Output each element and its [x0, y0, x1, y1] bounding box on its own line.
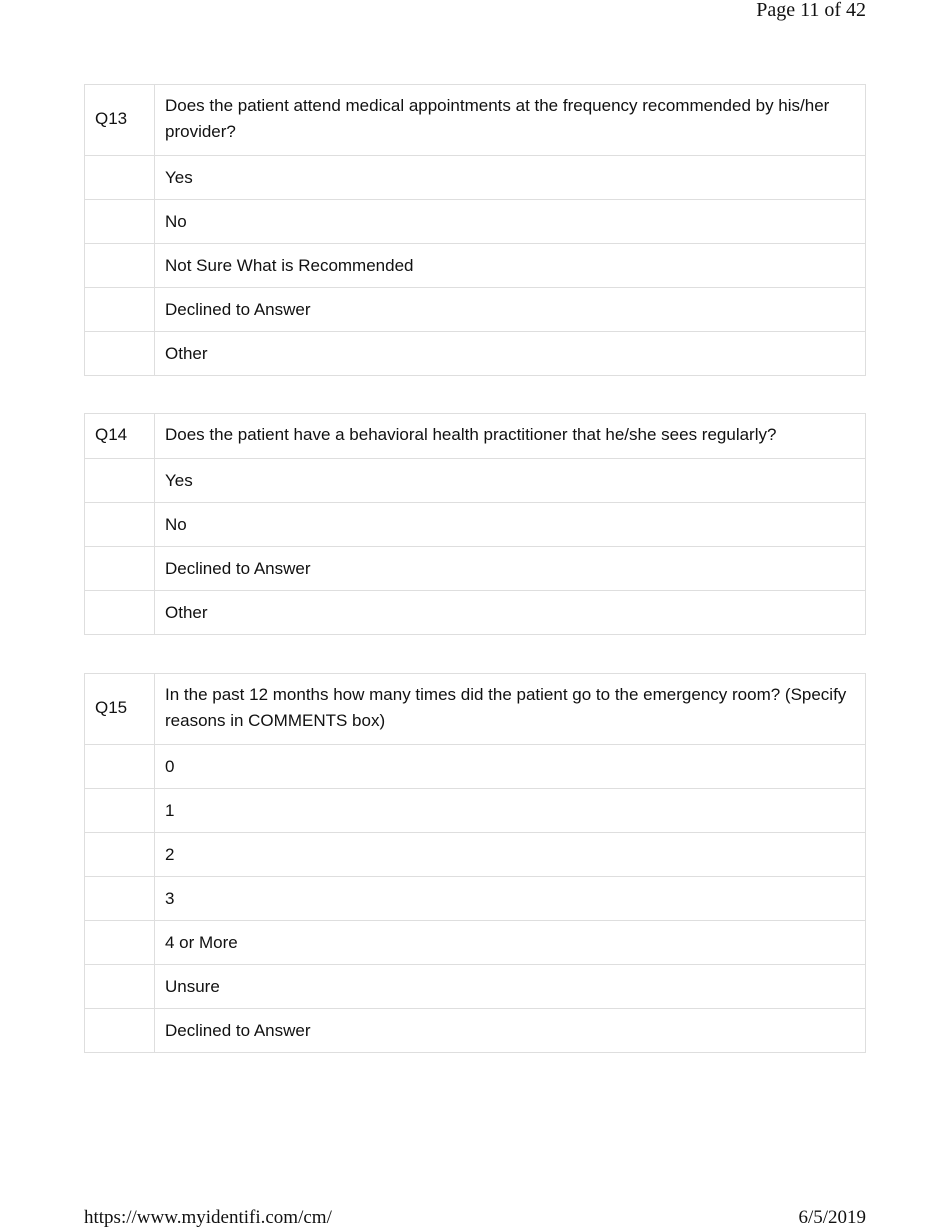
question-text: Does the patient have a behavioral health practitioner that he/she sees regularly?	[155, 414, 866, 459]
question-text: Does the patient attend medical appointments at the frequency recommended by his/her provider?	[155, 85, 866, 156]
answer-option-row[interactable]	[85, 332, 866, 376]
answer-option[interactable]: 2	[155, 833, 866, 877]
answer-option[interactable]: Yes	[155, 459, 866, 503]
answer-option-row[interactable]	[85, 1009, 866, 1053]
answer-option[interactable]: Other	[155, 591, 866, 635]
option-number-cell	[85, 789, 155, 833]
answer-option-row[interactable]	[85, 833, 866, 877]
answer-option[interactable]: Not Sure What is Recommended	[155, 244, 866, 288]
option-number-cell	[85, 288, 155, 332]
question-table-q15	[84, 673, 866, 1053]
answer-option[interactable]: Yes	[155, 156, 866, 200]
answer-option-row[interactable]	[85, 921, 866, 965]
answer-option[interactable]: Declined to Answer	[155, 547, 866, 591]
answer-option[interactable]: 3	[155, 877, 866, 921]
question-text: In the past 12 months how many times did the patient go to the emergency room? (Specify reasons in COMMENTS box)	[155, 674, 866, 745]
option-number-cell	[85, 591, 155, 635]
option-number-cell	[85, 200, 155, 244]
answer-option-row[interactable]	[85, 156, 866, 200]
footer-url: https://www.myidentifi.com/cm/	[84, 1207, 332, 1228]
answer-option[interactable]: 0	[155, 745, 866, 789]
option-number-cell	[85, 503, 155, 547]
question-header-row	[85, 674, 866, 745]
answer-option-row[interactable]	[85, 965, 866, 1009]
option-number-cell	[85, 156, 155, 200]
option-number-cell	[85, 244, 155, 288]
answer-option-row[interactable]	[85, 503, 866, 547]
answer-option[interactable]: Declined to Answer	[155, 1009, 866, 1053]
option-number-cell	[85, 745, 155, 789]
answer-option-row[interactable]	[85, 288, 866, 332]
question-header-row	[85, 85, 866, 156]
answer-option[interactable]: Declined to Answer	[155, 288, 866, 332]
option-number-cell	[85, 921, 155, 965]
option-number-cell	[85, 332, 155, 376]
option-number-cell	[85, 877, 155, 921]
question-number: Q13	[85, 85, 155, 156]
question-number: Q14	[85, 414, 155, 459]
answer-option-row[interactable]	[85, 200, 866, 244]
answer-option-row[interactable]	[85, 745, 866, 789]
answer-option[interactable]: Unsure	[155, 965, 866, 1009]
answer-option[interactable]: No	[155, 503, 866, 547]
option-number-cell	[85, 1009, 155, 1053]
answer-option[interactable]: 1	[155, 789, 866, 833]
option-number-cell	[85, 547, 155, 591]
answer-option-row[interactable]	[85, 591, 866, 635]
question-number: Q15	[85, 674, 155, 745]
answer-option-row[interactable]	[85, 459, 866, 503]
footer-date: 6/5/2019	[798, 1207, 866, 1228]
option-number-cell	[85, 965, 155, 1009]
answer-option-row[interactable]	[85, 789, 866, 833]
answer-option[interactable]: Other	[155, 332, 866, 376]
question-header-row	[85, 414, 866, 459]
answer-option[interactable]: 4 or More	[155, 921, 866, 965]
option-number-cell	[85, 833, 155, 877]
question-table-q14	[84, 413, 866, 635]
answer-option-row[interactable]	[85, 547, 866, 591]
page-indicator: Page 11 of 42	[756, 0, 866, 21]
answer-option-row[interactable]	[85, 244, 866, 288]
option-number-cell	[85, 459, 155, 503]
answer-option[interactable]: No	[155, 200, 866, 244]
question-table-q13	[84, 84, 866, 376]
answer-option-row[interactable]	[85, 877, 866, 921]
